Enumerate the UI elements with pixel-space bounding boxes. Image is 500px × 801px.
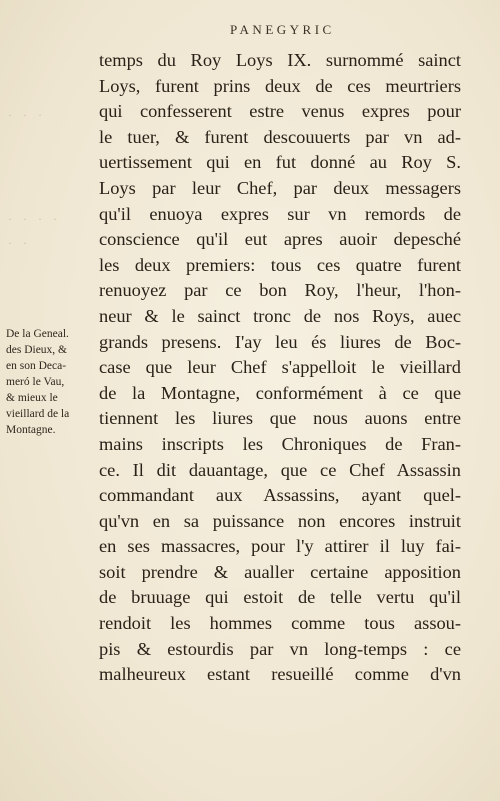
- marginal-note-line: des Dieux, &: [6, 344, 68, 356]
- text-line: mains inscripts les Chroniques de Fran-: [99, 433, 461, 454]
- text-line: malheureux estant resueillé comme d'vn: [99, 664, 461, 685]
- text-line: de la Montagne, conformément à ce que: [99, 382, 461, 403]
- show-through-mark: · ·: [8, 236, 31, 250]
- text-line: ce. Il dit dauantage, que ce Chef Assassin: [99, 459, 461, 480]
- marginal-note-line: De la Geneal.: [6, 328, 69, 340]
- marginal-note-line: & mieux le: [6, 392, 58, 404]
- marginal-note: [6, 326, 98, 438]
- text-line: commandant aux Assassins, ayant quel-: [99, 485, 461, 506]
- running-head: PANEGYRIC: [230, 22, 335, 37]
- text-line: les deux premiers: tous ces quatre furent: [99, 254, 461, 275]
- show-through-mark: · · · ·: [8, 212, 61, 226]
- text-line: le tuer, & furent descouuerts par vn ad-: [99, 126, 461, 147]
- text-line: case que leur Chef s'appelloit le vieillard: [99, 357, 461, 378]
- text-line: renuoyez par ce bon Roy, l'heur, l'hon-: [99, 280, 461, 301]
- text-line: conscience qu'il eut apres auoir depesché: [99, 229, 461, 250]
- marginal-note-line: vieillard de la: [6, 408, 70, 420]
- text-line: rendoit les hommes comme tous assou-: [99, 613, 461, 634]
- text-line: qu'il enuoya expres sur vn remords de: [99, 203, 461, 224]
- text-line: neur & le sainct tronc de nos Roys, auec: [99, 305, 461, 326]
- marginal-note-line: Montagne.: [6, 424, 56, 436]
- text-line: uertissement qui en fut donné au Roy S.: [99, 152, 461, 173]
- text-line: tiennent les liures que nous auons entre: [99, 408, 461, 429]
- text-line: pis & estourdis par vn long-temps : ce: [99, 638, 461, 659]
- text-line: Loys, furent prins deux de ces meurtriers: [99, 75, 461, 96]
- marginal-note-line: meró le Vau,: [6, 376, 65, 388]
- text-line: de bruuage qui estoit de telle vertu qu'il: [99, 587, 461, 608]
- text-line: soit prendre & aualler certaine apposition: [99, 561, 461, 582]
- text-line: grands presens. I'ay leu és liures de Boc-: [99, 331, 461, 352]
- text-line: Loys par leur Chef, par deux messagers: [99, 177, 461, 198]
- text-line: temps du Roy Loys IX. surnommé sainct: [99, 50, 461, 70]
- text-line: qu'vn en sa puissance non encores instruit: [99, 510, 461, 531]
- marginal-note-line: en son Deca-: [6, 360, 67, 372]
- text-line: en ses massacres, pour l'y attirer il luy fai-: [99, 536, 461, 557]
- show-through-mark: · · ·: [8, 108, 46, 122]
- body-text: [99, 48, 461, 688]
- text-line: qui confesserent estre venus expres pour: [99, 101, 461, 122]
